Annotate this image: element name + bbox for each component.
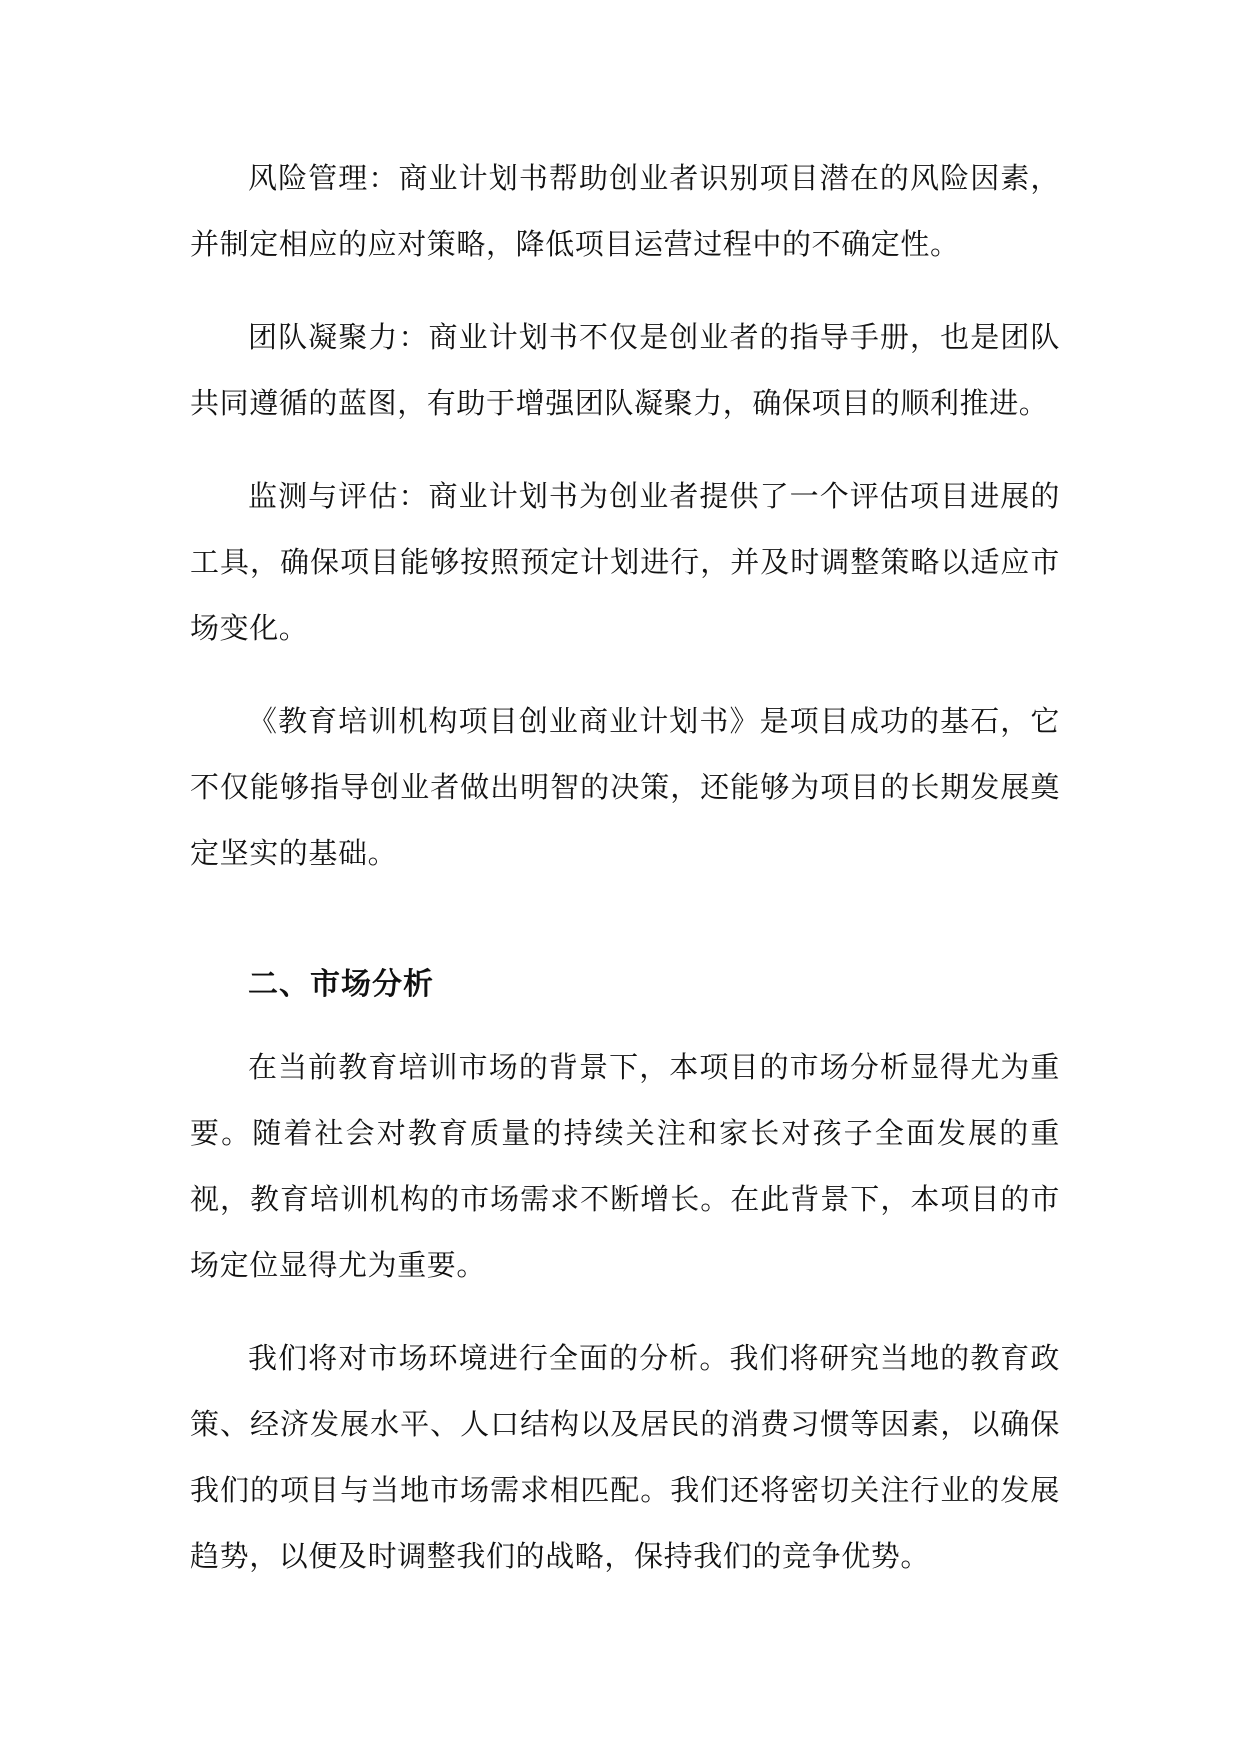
document-body [190, 145, 1060, 1616]
paragraph-monitoring-evaluation: 监测与评估：商业计划书为创业者提供了一个评估项目进展的工具，确保项目能够按照预定计划进行，并及时调整策略以适应市场变化。 [190, 479, 1060, 645]
paragraph-market-environment: 我们将对市场环境进行全面的分析。我们将研究当地的教育政策、经济发展水平、人口结构以及居民的消费习惯等因素，以确保我们的项目与当地市场需求相匹配。我们还将密切关注行业的发展趋势，以便及时调整我们的战略，保持我们的竞争优势。 [190, 1341, 1060, 1573]
paragraph-market-background: 在当前教育培训市场的背景下，本项目的市场分析显得尤为重要。随着社会对教育质量的持续关注和家长对孩子全面发展的重视，教育培训机构的市场需求不断增长。在此背景下，本项目的市场定位显得尤为重要。 [190, 1050, 1060, 1282]
section-heading-market-analysis: 二、市场分析 [248, 967, 434, 1002]
paragraph-risk-management: 风险管理：商业计划书帮助创业者识别项目潜在的风险因素，并制定相应的应对策略，降低项目运营过程中的不确定性。 [190, 161, 1060, 261]
paragraph-plan-foundation: 《教育培训机构项目创业商业计划书》是项目成功的基石，它不仅能够指导创业者做出明智的决策，还能够为项目的长期发展奠定坚实的基础。 [190, 704, 1060, 870]
paragraph-team-cohesion: 团队凝聚力：商业计划书不仅是创业者的指导手册，也是团队共同遵循的蓝图，有助于增强团队凝聚力，确保项目的顺利推进。 [190, 320, 1060, 420]
